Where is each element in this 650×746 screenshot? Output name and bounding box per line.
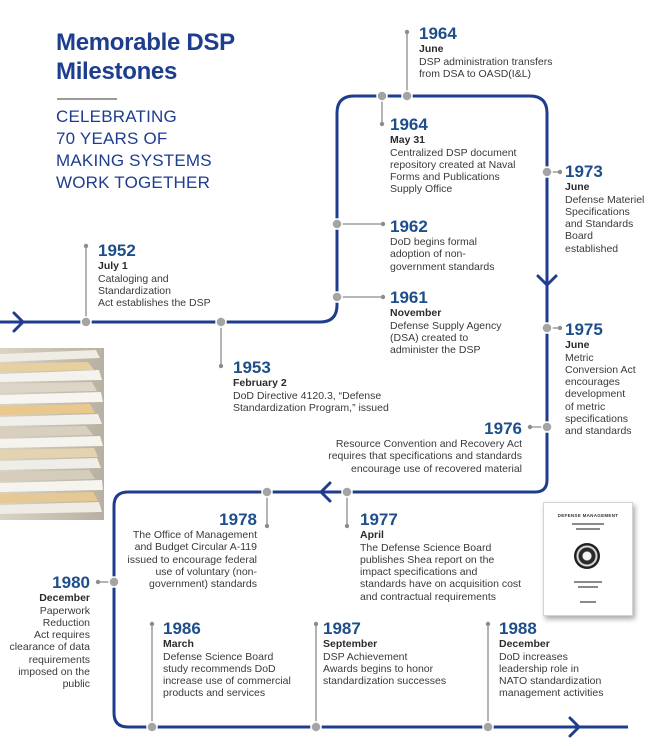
milestone-node-1986 bbox=[147, 722, 157, 732]
milestone-description-line: Specifications bbox=[565, 205, 630, 218]
milestone-description-line: Defense Science Board bbox=[163, 650, 274, 663]
milestone-description-line: Centralized DSP document bbox=[390, 146, 517, 159]
milestone-date: June bbox=[565, 181, 590, 193]
leader-dot-1987 bbox=[314, 622, 318, 626]
milestone-description-line: Supply Office bbox=[390, 183, 453, 196]
milestone-description-line: DoD begins formal bbox=[390, 236, 477, 248]
milestone-year: 1986 bbox=[163, 619, 201, 638]
milestone-description-line: and Budget Circular A-119 bbox=[134, 541, 257, 554]
milestone-year: 1973 bbox=[565, 162, 603, 181]
milestone-description-line: repository created at Naval bbox=[390, 158, 516, 171]
milestone-description-line: study recommends DoD bbox=[163, 662, 276, 675]
milestone-date: June bbox=[565, 339, 590, 351]
milestone-description-line: Defense Supply Agency bbox=[390, 319, 502, 332]
milestone-description-line: development bbox=[565, 388, 626, 401]
milestone-description-line: from DSA to OASD(I&L) bbox=[419, 67, 532, 80]
leader-dot-1978 bbox=[265, 524, 269, 528]
milestone-description-line: DSP Achievement bbox=[323, 650, 408, 663]
milestone-date: September bbox=[323, 638, 378, 650]
leader-dot-1964b bbox=[380, 122, 384, 126]
leader-dot-1962 bbox=[381, 222, 385, 226]
milestone-description-line: adoption of non- bbox=[390, 248, 466, 261]
milestone-date: April bbox=[360, 529, 384, 541]
milestone-description-line: DoD Directive 4120.3, “Defense bbox=[233, 389, 382, 402]
subtitle bbox=[56, 106, 212, 194]
milestone-description-line: The Office of Management bbox=[132, 529, 257, 541]
milestone-description-line: The Defense Science Board bbox=[360, 541, 492, 554]
milestone-year: 1975 bbox=[565, 320, 603, 339]
subtitle-line-1: CELEBRATING bbox=[56, 107, 177, 126]
leader-dot-1976 bbox=[528, 425, 532, 429]
paper-stack-image bbox=[0, 348, 104, 520]
milestone-1961 bbox=[390, 289, 530, 356]
milestone-description-line: of metric bbox=[565, 400, 606, 413]
milestone-description-line: Awards begins to honor bbox=[323, 662, 434, 675]
milestone-1980 bbox=[0, 574, 90, 691]
milestone-node-1964b bbox=[377, 91, 387, 101]
milestone-1952 bbox=[98, 242, 238, 309]
milestone-node-1976 bbox=[542, 422, 552, 432]
leader-dot-1961 bbox=[381, 295, 385, 299]
milestone-year: 1964 bbox=[419, 24, 457, 43]
milestone-node-1973 bbox=[542, 167, 552, 177]
milestone-1988 bbox=[499, 620, 649, 700]
milestone-node-1953 bbox=[216, 317, 226, 327]
milestone-year: 1976 bbox=[484, 419, 522, 438]
milestone-node-1987 bbox=[311, 722, 321, 732]
title-divider bbox=[57, 98, 117, 100]
milestone-description-line: Resource Convention and Recovery Act bbox=[335, 438, 522, 450]
leader-dot-1952 bbox=[84, 244, 88, 248]
milestone-year: 1980 bbox=[52, 573, 90, 592]
milestone-description-line: Act requires bbox=[33, 629, 90, 642]
milestone-date: June bbox=[419, 43, 444, 55]
milestone-description-line: clearance of data bbox=[9, 641, 90, 654]
milestone-node-1961 bbox=[332, 292, 342, 302]
milestone-description-line: impact specifications and bbox=[360, 566, 478, 579]
milestone-description-line: government standards bbox=[390, 260, 495, 273]
leader-dot-1975 bbox=[558, 326, 562, 330]
milestone-1962 bbox=[390, 218, 530, 273]
milestone-date: December bbox=[499, 638, 550, 650]
milestone-date: December bbox=[39, 592, 90, 604]
milestone-description-line: publishes Shea report on the bbox=[360, 553, 495, 566]
milestone-description-line: issued to encourage federal bbox=[127, 553, 257, 566]
milestone-description-line: use of voluntary (non- bbox=[155, 565, 257, 578]
milestone-description-line: management activities bbox=[499, 687, 604, 700]
milestone-description-line: and contractual requirements bbox=[360, 590, 496, 603]
milestone-description-line: government) standards bbox=[149, 578, 257, 591]
milestone-1986 bbox=[163, 620, 313, 700]
milestone-date: March bbox=[163, 638, 194, 650]
milestone-description-line: products and services bbox=[163, 687, 266, 700]
milestone-year: 1961 bbox=[390, 288, 428, 307]
milestone-node-1977 bbox=[342, 487, 352, 497]
milestone-1976 bbox=[282, 420, 522, 475]
milestone-1977 bbox=[360, 511, 540, 603]
dod-seal-icon bbox=[574, 543, 600, 569]
milestone-description-line: and standards bbox=[565, 425, 632, 438]
milestone-date: July 1 bbox=[98, 260, 128, 272]
milestone-year: 1977 bbox=[360, 510, 398, 529]
milestone-year: 1978 bbox=[219, 510, 257, 529]
milestone-description-line: Board bbox=[565, 230, 594, 243]
title-line-1: Memorable DSP bbox=[56, 29, 235, 56]
milestone-node-1964a bbox=[402, 91, 412, 101]
milestone-description-line: increase use of commercial bbox=[163, 675, 291, 688]
subtitle-line-3: MAKING SYSTEMS bbox=[56, 151, 212, 170]
milestone-description-line: Paperwork bbox=[39, 604, 90, 617]
milestone-description-line: Act establishes the DSP bbox=[98, 297, 211, 310]
milestone-description-line: leadership role in bbox=[499, 662, 579, 675]
milestone-description-line: public bbox=[62, 678, 90, 691]
milestone-description-line: DSP administration transfers bbox=[419, 55, 553, 68]
milestone-description-line: encourage use of recovered material bbox=[350, 462, 522, 475]
report-title: DEFENSE MANAGEMENT bbox=[557, 513, 619, 518]
milestone-description-line: standards have on acquisition cost bbox=[360, 578, 522, 591]
milestone-1978 bbox=[82, 511, 257, 590]
milestone-1953 bbox=[233, 359, 433, 414]
milestone-node-1988 bbox=[483, 722, 493, 732]
milestone-description-line: specifications bbox=[565, 412, 629, 425]
milestone-node-1975 bbox=[542, 323, 552, 333]
milestone-1975 bbox=[565, 321, 650, 438]
milestone-description-line: established bbox=[565, 242, 619, 255]
milestone-description-line: Metric bbox=[565, 351, 594, 364]
milestone-description-line: Defense Materiel bbox=[565, 193, 645, 206]
milestone-date: November bbox=[390, 307, 442, 319]
milestone-description-line: NATO standardization bbox=[499, 675, 602, 688]
milestone-description-line: imposed on the bbox=[18, 665, 90, 678]
leader-dot-1973 bbox=[558, 170, 562, 174]
milestone-date: May 31 bbox=[390, 134, 426, 146]
milestone-description-line: Standardization Program,” issued bbox=[233, 401, 389, 414]
leader-dot-1988 bbox=[486, 622, 490, 626]
milestone-node-1952 bbox=[81, 317, 91, 327]
milestone-year: 1952 bbox=[98, 241, 136, 260]
milestone-node-1978 bbox=[262, 487, 272, 497]
milestone-description-line: Forms and Publications bbox=[390, 171, 500, 184]
milestone-description-line: and Standards bbox=[565, 218, 634, 231]
milestone-year: 1987 bbox=[323, 619, 361, 638]
milestone-1987 bbox=[323, 620, 473, 687]
leader-dot-1977 bbox=[345, 524, 349, 528]
milestone-year: 1964 bbox=[390, 115, 428, 134]
leader-dot-1964a bbox=[405, 30, 409, 34]
subtitle-line-4: WORK TOGETHER bbox=[56, 173, 211, 192]
milestone-date: February 2 bbox=[233, 377, 287, 389]
milestone-description-line: (DSA) created to bbox=[390, 331, 469, 344]
leader-dot-1986 bbox=[150, 622, 154, 626]
subtitle-line-2: 70 YEARS OF bbox=[56, 129, 168, 148]
leader-dot-1953 bbox=[219, 364, 223, 368]
milestone-description-line: administer the DSP bbox=[390, 344, 481, 357]
milestone-year: 1962 bbox=[390, 217, 428, 236]
milestone-node-1962 bbox=[332, 219, 342, 229]
milestone-description-line: DoD increases bbox=[499, 650, 568, 663]
milestone-description-line: requires that specifications and standards bbox=[328, 450, 522, 463]
defense-management-report-image bbox=[543, 502, 633, 616]
milestone-year: 1988 bbox=[499, 619, 537, 638]
milestone-1964a bbox=[419, 25, 599, 80]
milestone-description-line: Cataloging and Standardization bbox=[98, 272, 171, 297]
milestone-description-line: Conversion Act bbox=[565, 363, 636, 376]
milestone-description-line: Reduction bbox=[42, 616, 90, 629]
milestone-1964b bbox=[390, 116, 540, 196]
milestone-description-line: standardization successes bbox=[323, 675, 447, 688]
title-line-2: Milestones bbox=[56, 58, 178, 85]
milestone-description-line: encourages bbox=[565, 376, 620, 389]
milestone-description-line: requirements bbox=[28, 653, 90, 666]
milestone-1973 bbox=[565, 163, 650, 255]
milestone-year: 1953 bbox=[233, 358, 271, 377]
page-title bbox=[56, 28, 235, 86]
